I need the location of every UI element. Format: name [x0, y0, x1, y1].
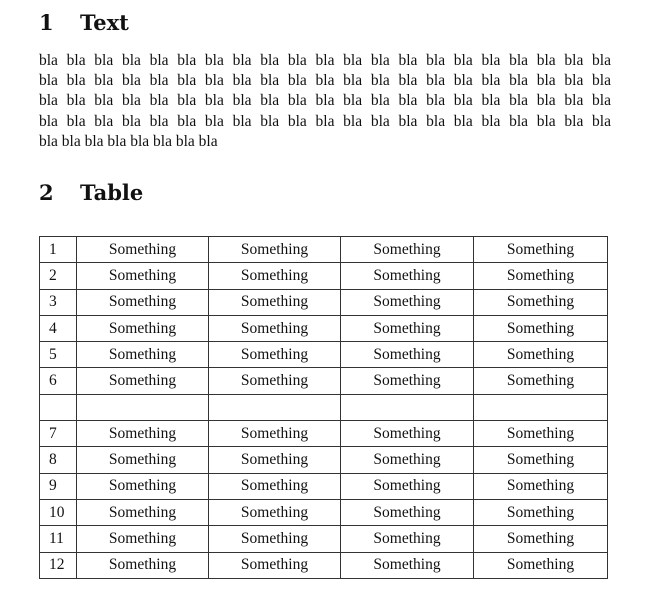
table-cell: Something — [209, 421, 341, 447]
table-cell: Something — [474, 526, 608, 552]
data-table — [39, 236, 608, 579]
paragraph-line: bla bla bla bla bla bla bla bla bla bla bla bla bla bla bla bla bla bla bla bla bla — [39, 72, 611, 90]
table-cell: Something — [209, 552, 341, 578]
table-row — [40, 526, 608, 552]
table-cell: Something — [209, 237, 341, 263]
table-cell: Something — [341, 263, 474, 289]
row-number-cell: 2 — [40, 263, 77, 289]
row-number-cell: 9 — [40, 473, 77, 499]
table-cell — [77, 394, 209, 420]
section-heading-table — [39, 180, 143, 206]
section-heading-text — [39, 10, 129, 36]
row-number-cell: 11 — [40, 526, 77, 552]
table-row-empty — [40, 394, 608, 420]
table-row — [40, 368, 608, 394]
table-row — [40, 421, 608, 447]
section-title: Table — [80, 180, 144, 205]
table-cell: Something — [77, 368, 209, 394]
table-cell: Something — [474, 552, 608, 578]
table-cell: Something — [77, 526, 209, 552]
table-cell: Something — [474, 368, 608, 394]
table-cell: Something — [77, 421, 209, 447]
table-row — [40, 473, 608, 499]
paragraph-line: bla bla bla bla bla bla bla bla bla bla bla bla bla bla bla bla bla bla bla bla bla — [39, 52, 611, 69]
table-cell: Something — [474, 342, 608, 368]
table-cell: Something — [341, 526, 474, 552]
section-number: 2 — [39, 180, 54, 205]
row-number-cell: 7 — [40, 421, 77, 447]
table-row — [40, 263, 608, 289]
row-number-cell: 8 — [40, 447, 77, 473]
table-cell: Something — [209, 526, 341, 552]
table-cell: Something — [209, 342, 341, 368]
row-number-cell: 6 — [40, 368, 77, 394]
paragraph-line: bla bla bla bla bla bla bla bla — [39, 132, 218, 150]
table-row — [40, 237, 608, 263]
section-title: Text — [80, 10, 129, 35]
table-cell: Something — [209, 473, 341, 499]
table-cell — [474, 394, 608, 420]
table-cell: Something — [77, 473, 209, 499]
table-cell: Something — [474, 315, 608, 341]
row-number-cell: 3 — [40, 289, 77, 315]
table-row — [40, 499, 608, 525]
table-cell — [209, 394, 341, 420]
table-cell: Something — [209, 315, 341, 341]
table-cell: Something — [77, 552, 209, 578]
row-number-cell — [40, 394, 77, 420]
table-cell: Something — [474, 447, 608, 473]
table-cell: Something — [474, 499, 608, 525]
table-cell: Something — [341, 447, 474, 473]
table-cell: Something — [209, 499, 341, 525]
table-cell: Something — [341, 552, 474, 578]
table-cell: Something — [209, 263, 341, 289]
table-cell: Something — [77, 315, 209, 341]
table-cell: Something — [77, 289, 209, 315]
table-cell: Something — [474, 237, 608, 263]
table-cell: Something — [474, 473, 608, 499]
table-cell: Something — [341, 499, 474, 525]
table-cell: Something — [77, 263, 209, 289]
row-number-cell: 4 — [40, 315, 77, 341]
paragraph-line: bla bla bla bla bla bla bla bla bla bla bla bla bla bla bla bla bla bla bla bla bla — [39, 112, 611, 130]
table-cell: Something — [77, 447, 209, 473]
table-cell: Something — [77, 342, 209, 368]
table-row — [40, 315, 608, 341]
table-cell: Something — [209, 289, 341, 315]
paragraph-line: bla bla bla bla bla bla bla bla bla bla bla bla bla bla bla bla bla bla bla bla bla — [39, 92, 611, 110]
body-paragraph — [39, 51, 611, 152]
row-number-cell: 1 — [40, 237, 77, 263]
table-cell: Something — [77, 237, 209, 263]
table-row — [40, 447, 608, 473]
table-cell: Something — [474, 421, 608, 447]
table-cell: Something — [474, 289, 608, 315]
table-cell: Something — [209, 447, 341, 473]
table-cell — [341, 394, 474, 420]
row-number-cell: 5 — [40, 342, 77, 368]
table-row — [40, 289, 608, 315]
table-cell: Something — [341, 368, 474, 394]
table-cell: Something — [77, 499, 209, 525]
table-cell: Something — [209, 368, 341, 394]
table-cell: Something — [341, 473, 474, 499]
table-row — [40, 342, 608, 368]
row-number-cell: 12 — [40, 552, 77, 578]
section-number: 1 — [39, 10, 54, 35]
table-cell: Something — [341, 237, 474, 263]
table-cell: Something — [341, 315, 474, 341]
table-cell: Something — [341, 342, 474, 368]
table-cell: Something — [341, 289, 474, 315]
table-cell: Something — [474, 263, 608, 289]
table-row — [40, 552, 608, 578]
row-number-cell: 10 — [40, 499, 77, 525]
table-cell: Something — [341, 421, 474, 447]
